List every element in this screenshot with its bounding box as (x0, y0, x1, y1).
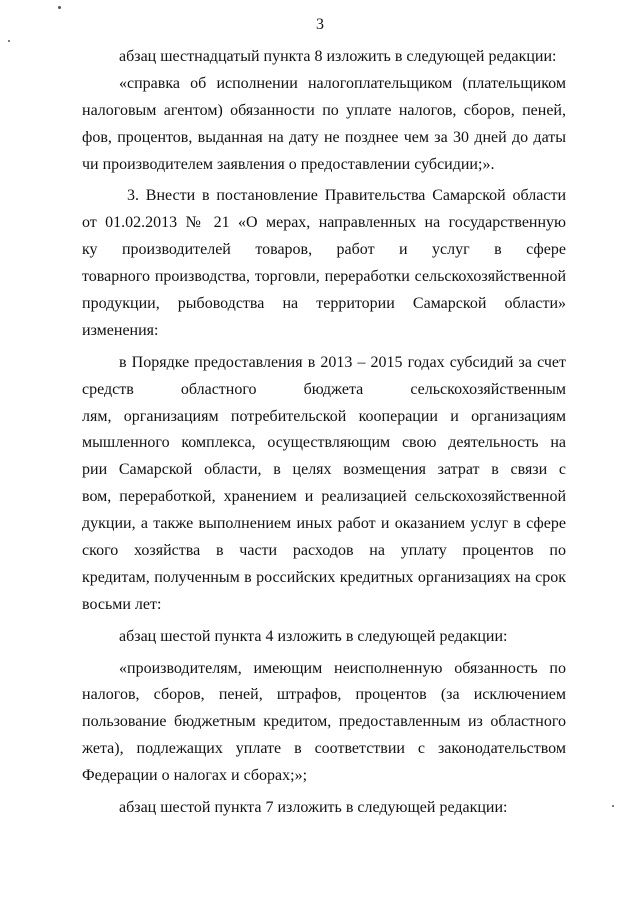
text-line: «производителям, имеющим неисполненную обязанность по (119, 659, 566, 677)
text-line: рии Самарской области, в целях возмещения затрат в связи с (82, 461, 566, 479)
text-line: лям, организациям потребительской кооперации и организациям (82, 407, 566, 425)
text-line: ку производителей товаров, работ и услуг в сфере (82, 241, 566, 259)
text-line: восьми лет: (82, 595, 162, 613)
document-body (82, 44, 566, 822)
text-line: вом, переработкой, хранением и реализацией сельскохозяйственной (82, 488, 566, 506)
text-line: «справка об исполнении налогоплательщиком (плательщиком (119, 74, 566, 92)
scan-speck (8, 40, 10, 42)
text-line: в Порядке предоставления в 2013 – 2015 годах субсидий за счет (119, 353, 566, 371)
text-line: абзац шестой пункта 4 изложить в следующей редакции: (119, 627, 508, 645)
text-line: Федерации о налогах и сборах;»; (82, 767, 308, 785)
text-line: ского хозяйства в части расходов на уплату процентов по (82, 542, 566, 560)
text-line: дукции, а также выполнением иных работ и оказанием услуг в сфере (82, 515, 566, 533)
page-number: 3 (316, 16, 324, 33)
text-line: пользование бюджетным кредитом, предоставленным из областного (82, 713, 566, 731)
scan-speck (58, 6, 61, 9)
text-line: средств областного бюджета сельскохозяйственным (82, 380, 566, 398)
text-line: жета), подлежащих уплате в соответствии с законодательством (82, 740, 566, 758)
text-line: фов, процентов, выданная на дату не позднее чем за 30 дней до даты (82, 128, 566, 146)
text-line: кредитам, полученным в российских кредитных организациях на срок (82, 568, 566, 586)
text-line: от 01.02.2013 № 21 «О мерах, направленных на государственную (82, 214, 566, 232)
text-line: абзац шестой пункта 7 изложить в следующей редакции: (119, 799, 508, 817)
text-line: мышленного комплекса, осуществляющим свою деятельность на (82, 434, 566, 452)
scan-speck (612, 805, 614, 807)
text-line: изменения: (82, 321, 159, 339)
text-line: 3. Внести в постановление Правительства Самарской области (127, 187, 566, 205)
text-line: налогов, сборов, пеней, штрафов, процентов (за исключением (82, 686, 566, 704)
text-line: абзац шестнадцатый пункта 8 изложить в следующей редакции: (119, 48, 557, 65)
text-line: чи производителем заявления о предоставлении субсидии;». (82, 155, 495, 173)
text-line: налоговым агентом) обязанности по уплате налогов, сборов, пеней, (82, 101, 566, 119)
text-line: продукции, рыбоводства на территории Самарской области» (82, 295, 566, 313)
text-line: товарного производства, торговли, переработки сельскохозяйственной (82, 268, 566, 286)
